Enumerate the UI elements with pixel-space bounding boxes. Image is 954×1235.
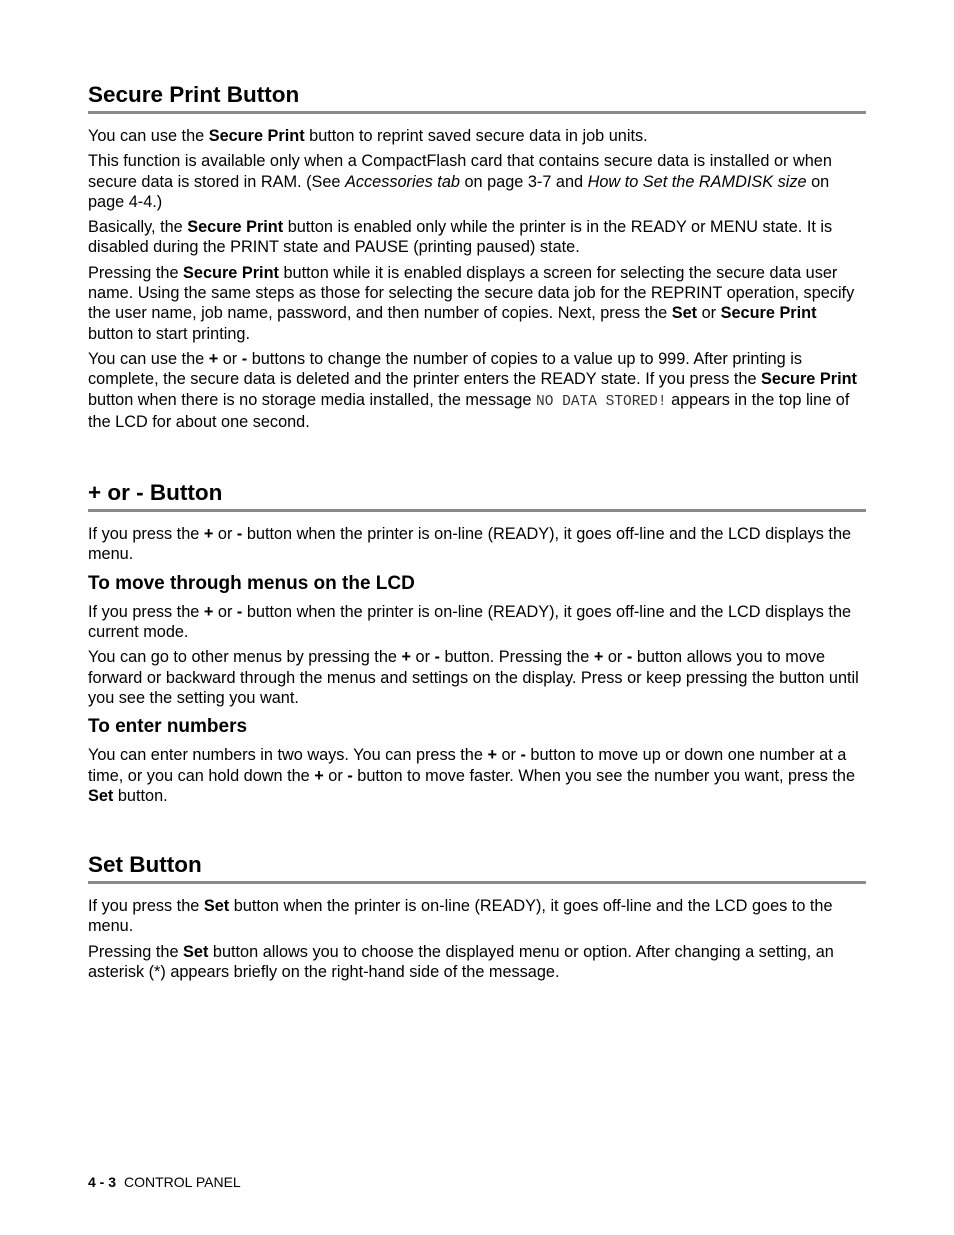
subheading-move-menus: To move through menus on the LCD [88,572,415,594]
page-footer [88,1174,241,1190]
page-content [88,82,866,987]
paragraph: If you press the Set button when the printer is on-line (READY), it goes off-line and the LCD goes to the menu. [88,897,833,936]
section-set-button [88,852,866,982]
paragraph: Pressing the Set button allows you to choose the displayed menu or option. After changing a setting, an asterisk (*) appears briefly on the right-hand side of the message. [88,942,834,982]
chapter-title: CONTROL PANEL [124,1174,241,1190]
heading-plus-minus-button: + or - Button [88,480,866,512]
paragraph: You can use the + or - buttons to change the number of copies to a value up to 999. After printing is complete, the secure data is deleted and the printer enters the READY state. If you press the Secure Print button when there is no storage media installed, the message NO DATA STORED! appears in the top line of the LCD for about one second. [88,349,857,431]
heading-secure-print-button: Secure Print Button [88,82,866,114]
paragraph: You can go to other menus by pressing the + or - button. Pressing the + or - button allows you to move forward or backward through the menus and settings on the display. Press or keep pressing the button until you see the setting you want. [88,648,859,707]
section-secure-print [88,82,866,432]
paragraph: Basically, the Secure Print button is enabled only while the printer is in the READY or MENU state. It is disabled during the PRINT state and PAUSE (printing paused) state. [88,218,833,257]
paragraph: If you press the + or - button when the printer is on-line (READY), it goes off-line and the LCD displays the current mode. [88,602,852,642]
subheading-enter-numbers: To enter numbers [88,716,248,738]
lcd-message: NO DATA STORED! [536,393,667,410]
paragraph: You can use the Secure Print button to reprint saved secure data in job units. [88,127,648,145]
subsection-move-menus [88,573,866,708]
reference-link: How to Set the RAMDISK size [587,172,807,191]
paragraph: If you press the + or - button when the printer is on-line (READY), it goes off-line and the LCD displays the menu. [88,525,852,564]
page-number: 4 - 3 [88,1174,117,1190]
section-plus-minus [88,480,866,806]
paragraph: Pressing the Secure Print button while it is enabled displays a screen for selecting the secure data user name. Using the same steps as those for selecting the secure data job for the REPRINT operation, specify the user name, job name, password, and then number of copies. Next, press the Set or Secure Print button to start printing. [88,263,855,343]
subsection-enter-numbers [88,716,866,806]
paragraph: You can enter numbers in two ways. You can press the + or - button to move up or down one number at a time, or you can hold down the + or - button to move faster. When you see the number you want, press the Set button. [88,746,856,805]
heading-set-button: Set Button [88,852,866,884]
paragraph: This function is available only when a CompactFlash card that contains secure data is installed or when secure data is stored in RAM. (See Accessories tab on page 3-7 and How to Set the RAMDISK size on page 4-4.) [88,152,832,211]
reference-link: Accessories tab [345,172,460,191]
